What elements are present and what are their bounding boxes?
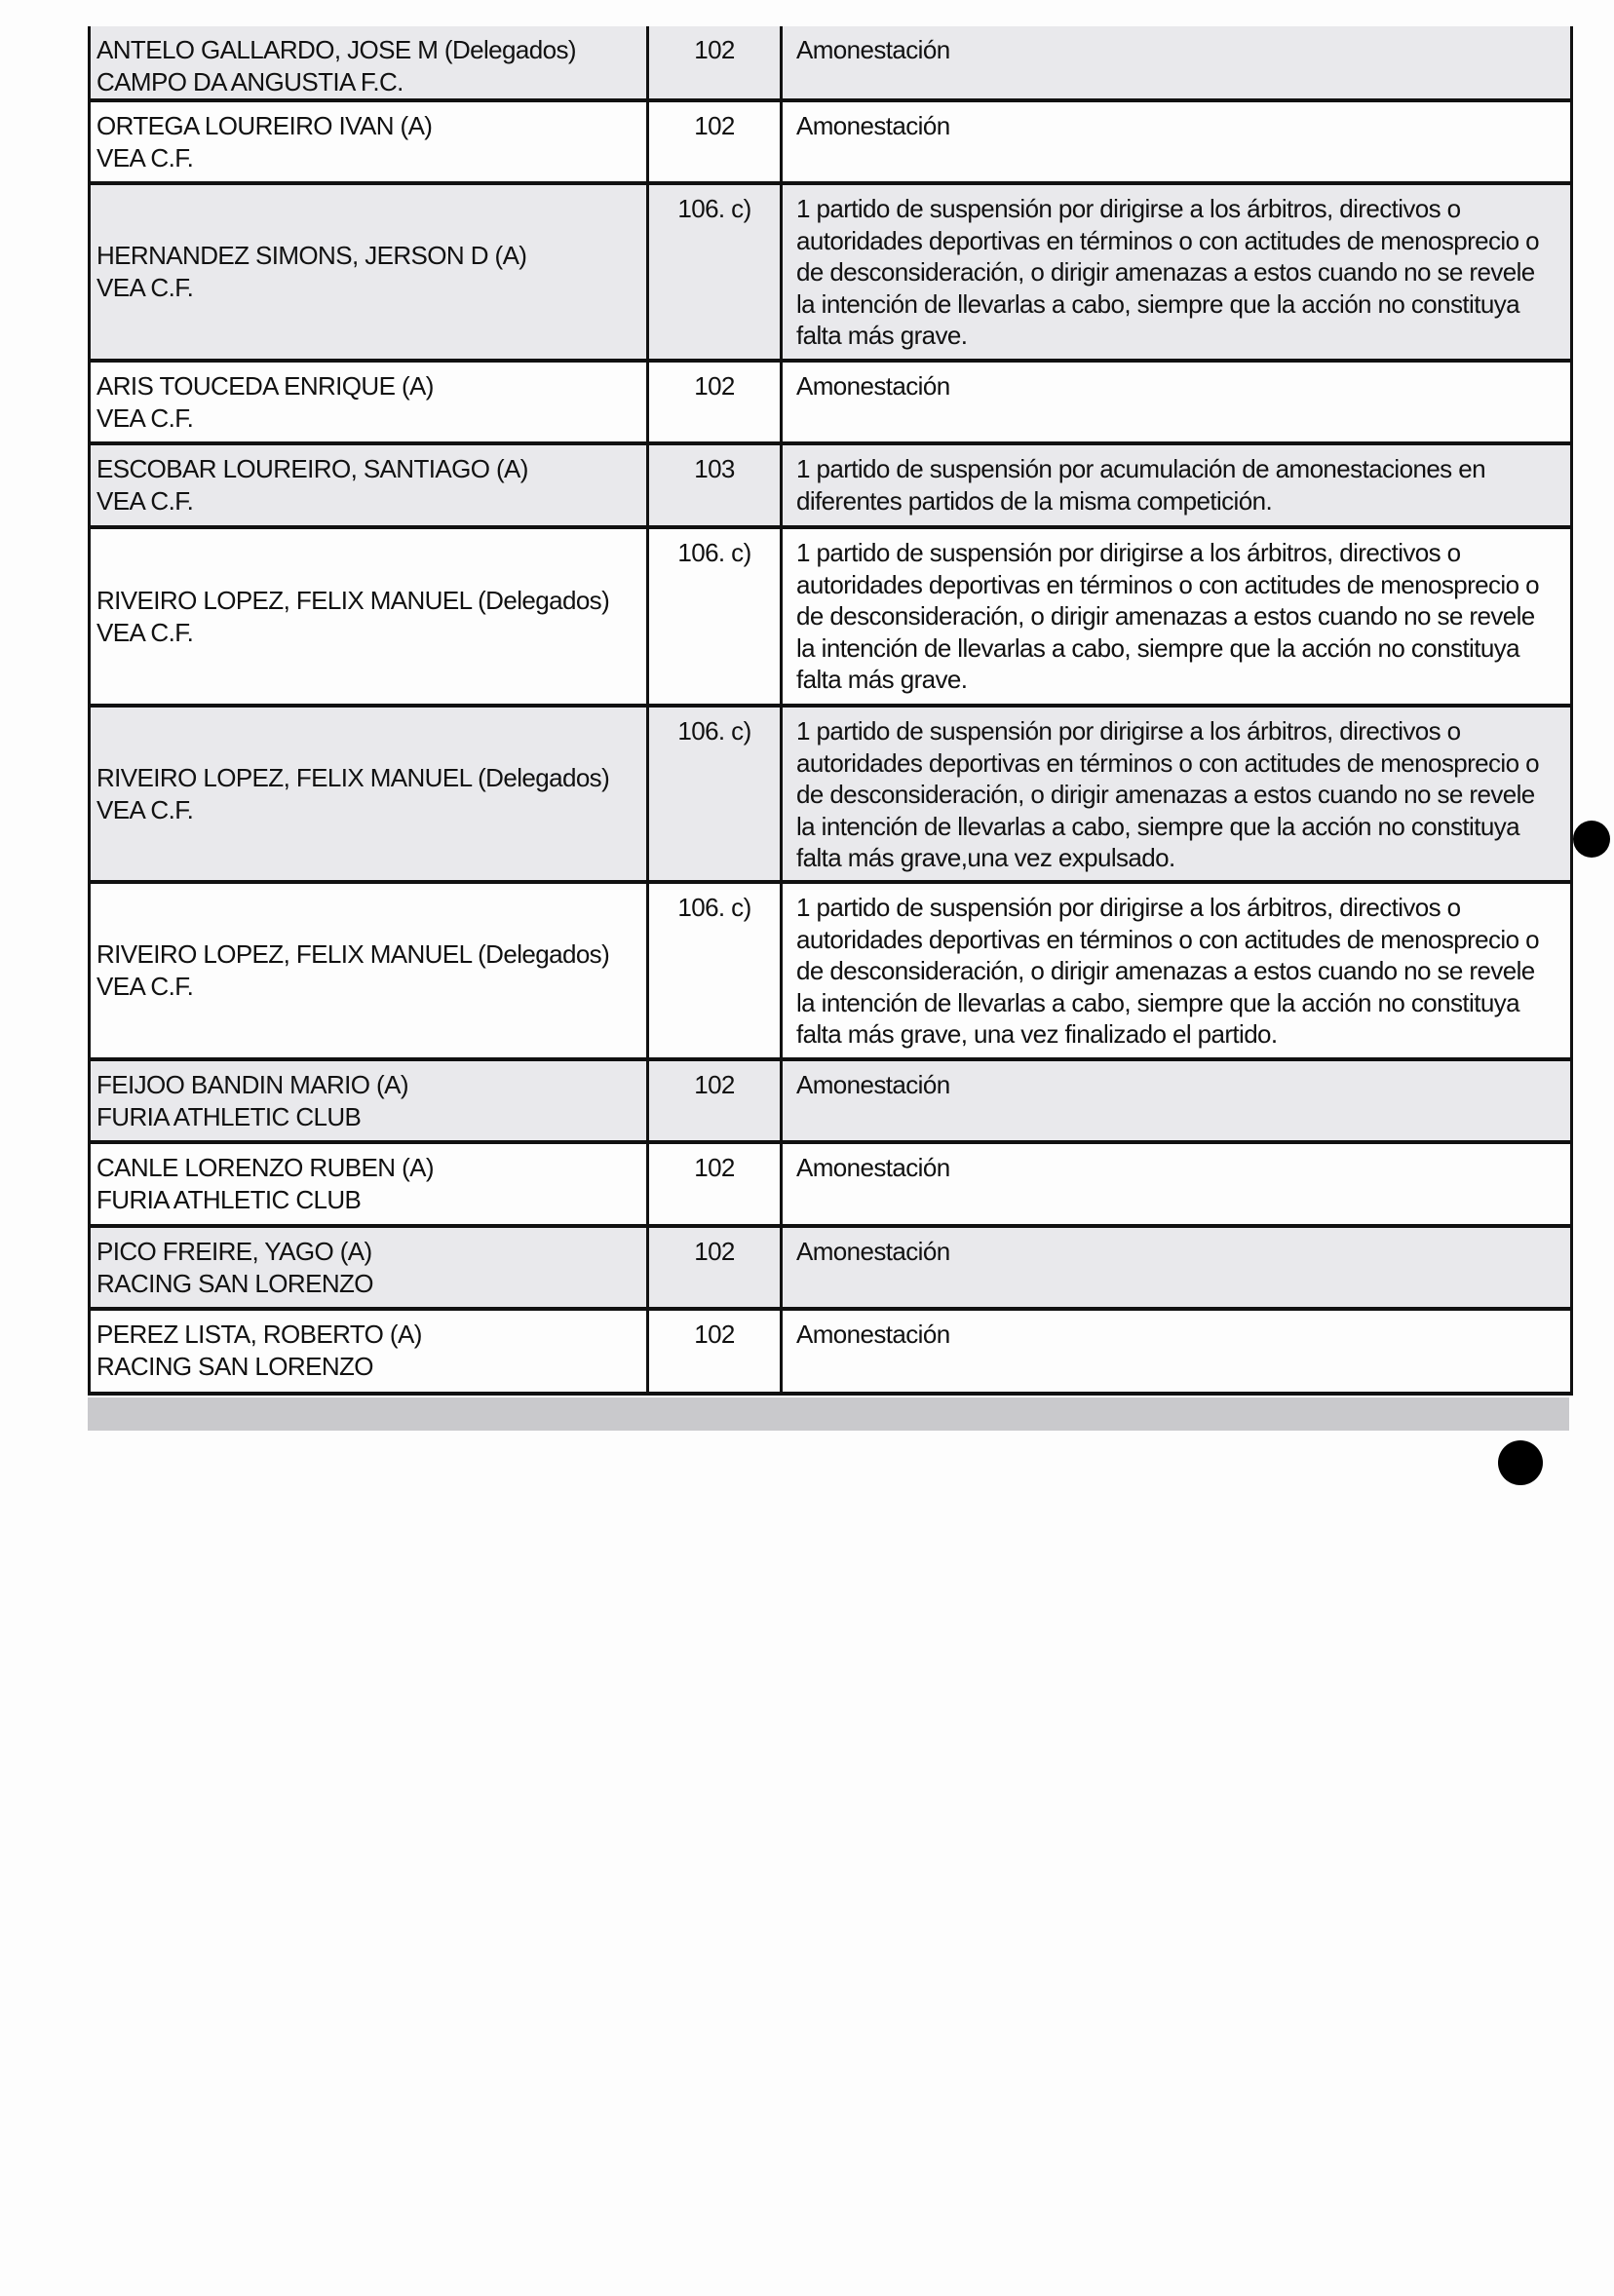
person-name: RIVEIRO LOPEZ, FELIX MANUEL (Delegados) (96, 762, 610, 792)
table-footer-band (88, 1397, 1569, 1431)
table-row (91, 1228, 1570, 1311)
article-cell: 102 (649, 1061, 783, 1140)
person-cell (91, 1061, 649, 1140)
club-name: RACING SAN LORENZO (96, 1352, 373, 1381)
article-cell: 102 (649, 363, 783, 441)
table-row (91, 26, 1570, 102)
article-cell: 106. c) (649, 884, 783, 1057)
club-name: FURIA ATHLETIC CLUB (96, 1185, 362, 1214)
club-name: VEA C.F. (96, 972, 194, 1001)
article-cell: 102 (649, 1228, 783, 1307)
article-cell: 106. c) (649, 708, 783, 880)
scan-punch-hole-mark (1498, 1440, 1543, 1485)
article-cell: 103 (649, 445, 783, 525)
table-row (91, 1144, 1570, 1228)
club-name: VEA C.F. (96, 486, 194, 516)
article-cell: 106. c) (649, 185, 783, 359)
person-cell (91, 363, 649, 441)
club-name: FURIA ATHLETIC CLUB (96, 1102, 362, 1131)
table-row (91, 1061, 1570, 1144)
person-name: PICO FREIRE, YAGO (A) (96, 1237, 372, 1266)
person-name: HERNANDEZ SIMONS, JERSON D (A) (96, 241, 527, 270)
article-cell: 106. c) (649, 529, 783, 704)
sanction-cell: 1 partido de suspensión por dirigirse a los árbitros, directivos o autoridades deportivas en términos o con actitudes de menosprecio o de desconsideración, o dirigir amenazas a estos cuando no se revele la intención de llevarlas a cabo, siempre que la acción no constituya falta más grave,una vez expulsado. (796, 716, 1539, 872)
person-cell (91, 1228, 649, 1307)
person-name: ORTEGA LOUREIRO IVAN (A) (96, 111, 433, 140)
person-name: RIVEIRO LOPEZ, FELIX MANUEL (Delegados) (96, 939, 610, 969)
person-cell (91, 102, 649, 181)
person-cell (91, 529, 649, 704)
club-name: VEA C.F. (96, 143, 194, 172)
table-row (91, 185, 1570, 363)
club-name: CAMPO DA ANGUSTIA F.C. (96, 67, 404, 96)
person-name: ANTELO GALLARDO, JOSE M (Delegados) (96, 35, 576, 64)
sanction-cell: 1 partido de suspensión por dirigirse a los árbitros, directivos o autoridades deportivas en términos o con actitudes de menosprecio o de desconsideración, o dirigir amenazas a estos cuando no se revele la intención de llevarlas a cabo, siempre que la acción no constituya falta más grave. (796, 194, 1539, 350)
person-cell (91, 26, 649, 98)
article-cell: 102 (649, 1311, 783, 1392)
person-cell (91, 185, 649, 359)
club-name: RACING SAN LORENZO (96, 1269, 373, 1298)
sanction-cell: Amonestación (796, 1070, 950, 1099)
person-name: PEREZ LISTA, ROBERTO (A) (96, 1320, 422, 1349)
person-name: CANLE LORENZO RUBEN (A) (96, 1153, 434, 1182)
person-name: FEIJOO BANDIN MARIO (A) (96, 1070, 408, 1099)
club-name: VEA C.F. (96, 403, 194, 433)
person-cell (91, 1311, 649, 1392)
club-name: VEA C.F. (96, 794, 194, 824)
person-cell (91, 1144, 649, 1224)
table-row (91, 1311, 1570, 1396)
club-name: VEA C.F. (96, 273, 194, 302)
sanctions-table (88, 26, 1573, 1396)
person-cell (91, 884, 649, 1057)
table-row (91, 884, 1570, 1061)
table-row (91, 708, 1570, 884)
article-cell: 102 (649, 1144, 783, 1224)
sanction-cell: Amonestación (796, 35, 950, 64)
sanction-cell: 1 partido de suspensión por acumulación de amonestaciones en diferentes partidos de la misma competición. (796, 454, 1485, 516)
sanction-cell: Amonestación (796, 1320, 950, 1349)
table-row (91, 445, 1570, 529)
sanction-cell: Amonestación (796, 1237, 950, 1266)
person-name: ESCOBAR LOUREIRO, SANTIAGO (A) (96, 454, 528, 483)
person-name: RIVEIRO LOPEZ, FELIX MANUEL (Delegados) (96, 585, 610, 615)
table-row (91, 529, 1570, 708)
sanction-cell: 1 partido de suspensión por dirigirse a los árbitros, directivos o autoridades deportivas en términos o con actitudes de menosprecio o de desconsideración, o dirigir amenazas a estos cuando no se revele la intención de llevarlas a cabo, siempre que la acción no constituya falta más grave, una vez finalizado el partido. (796, 893, 1539, 1049)
club-name: VEA C.F. (96, 617, 194, 647)
scan-punch-hole-mark (1573, 821, 1610, 858)
table-row (91, 102, 1570, 185)
person-cell (91, 708, 649, 880)
sanction-cell: Amonestación (796, 371, 950, 401)
article-cell: 102 (649, 102, 783, 181)
sanction-cell: Amonestación (796, 111, 950, 140)
sanction-cell: 1 partido de suspensión por dirigirse a los árbitros, directivos o autoridades deportivas en términos o con actitudes de menosprecio o de desconsideración, o dirigir amenazas a estos cuando no se revele la intención de llevarlas a cabo, siempre que la acción no constituya falta más grave. (796, 538, 1539, 694)
sanction-cell: Amonestación (796, 1153, 950, 1182)
table-row (91, 363, 1570, 445)
person-name: ARIS TOUCEDA ENRIQUE (A) (96, 371, 434, 401)
person-cell (91, 445, 649, 525)
article-cell: 102 (649, 26, 783, 98)
